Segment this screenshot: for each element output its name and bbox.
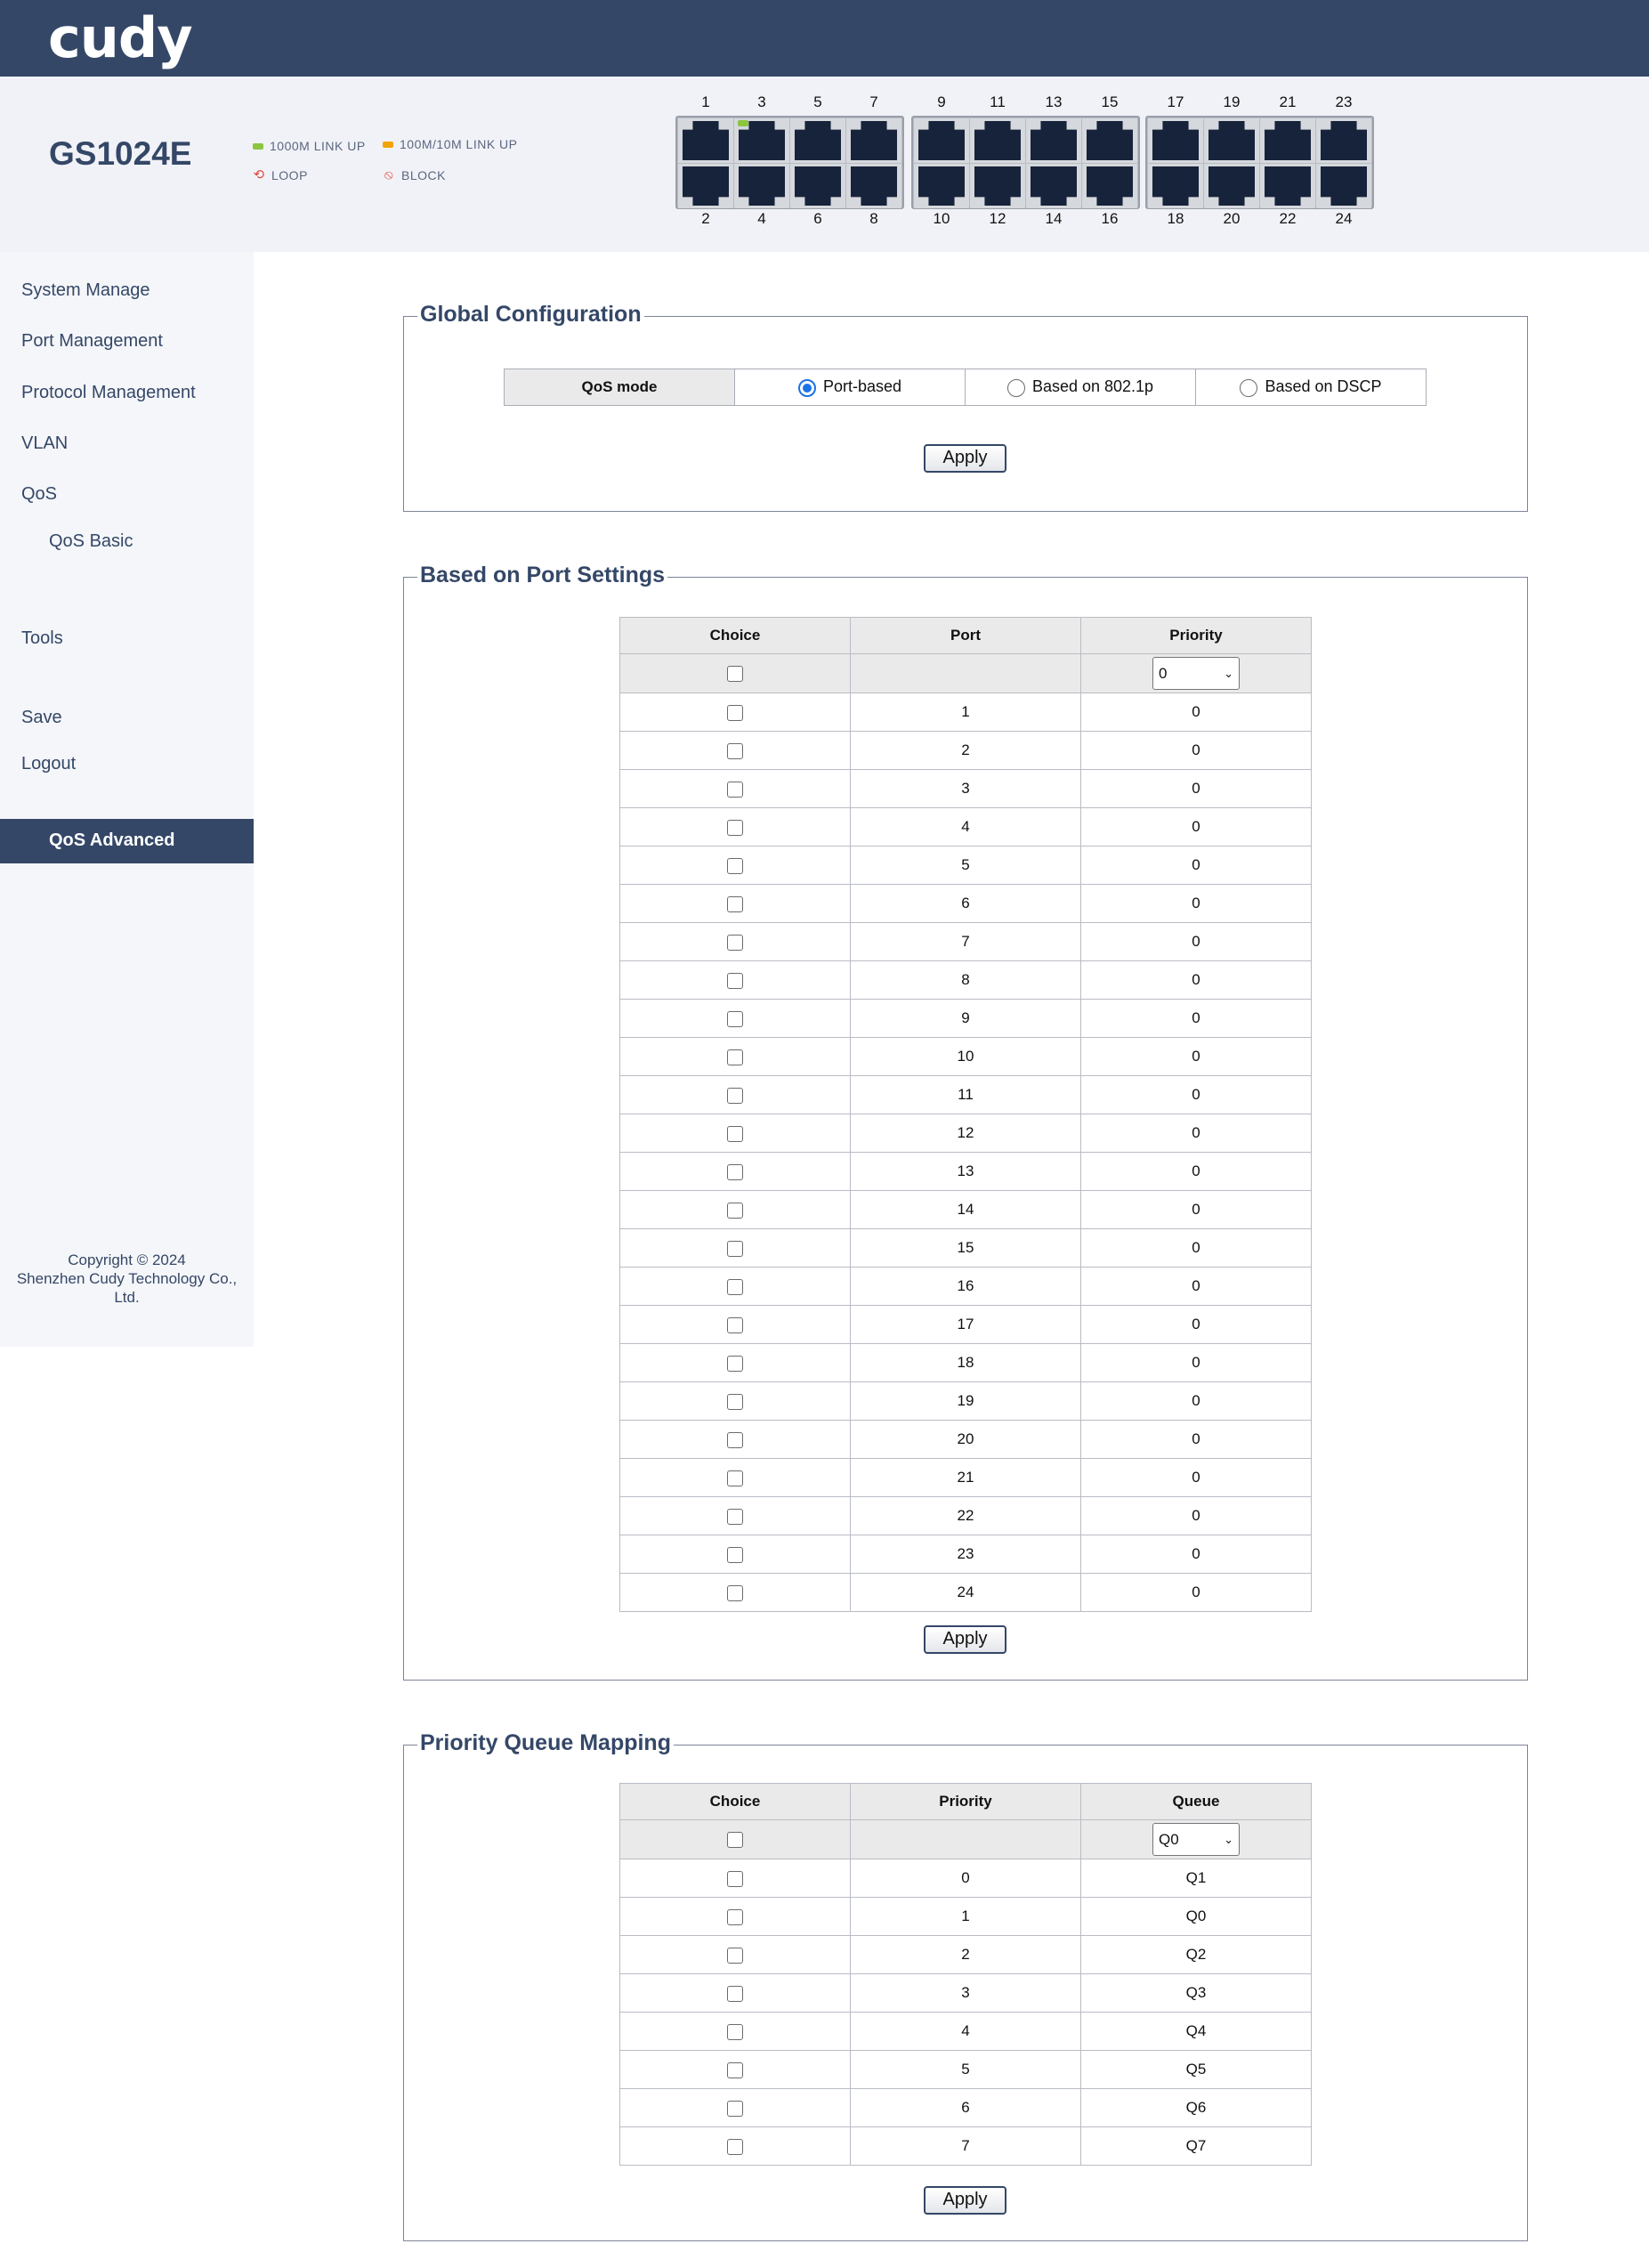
- port-number-label: 22: [1279, 210, 1297, 227]
- cell-port: 16: [851, 1268, 1081, 1306]
- priority-select[interactable]: 0 ⌄: [1152, 657, 1240, 690]
- cell-priority: 0: [1081, 1076, 1312, 1114]
- ethernet-port-icon: [918, 121, 965, 160]
- ethernet-port-icon: [1265, 166, 1311, 206]
- port-7[interactable]: [846, 118, 901, 163]
- radio-checked-icon[interactable]: [798, 379, 816, 397]
- cell-port: 19: [851, 1382, 1081, 1421]
- legend-100m: 100M/10M LINK UP: [383, 137, 518, 151]
- cell-port: 11: [851, 1076, 1081, 1114]
- legend-block: ⦸ BLOCK: [384, 167, 446, 182]
- port-23[interactable]: [1316, 118, 1371, 163]
- col-priority: Priority: [1081, 618, 1312, 654]
- nav-port-management[interactable]: Port Management: [21, 331, 163, 351]
- row-checkbox[interactable]: [727, 896, 743, 912]
- green-led-icon: [253, 143, 263, 150]
- cell-priority: 0: [1081, 808, 1312, 846]
- port-20[interactable]: [1204, 164, 1259, 208]
- cell-port: 8: [851, 961, 1081, 1000]
- row-checkbox[interactable]: [727, 1509, 743, 1525]
- port-settings-section: [403, 563, 1528, 1681]
- table-row: [620, 2089, 1312, 2127]
- table-row: [620, 1306, 1312, 1344]
- filter-row: [620, 1820, 1312, 1859]
- ethernet-port-icon: [974, 121, 1021, 160]
- port-4[interactable]: [734, 164, 789, 208]
- ethernet-port-icon: [851, 121, 897, 160]
- section-title: Based on Port Settings: [417, 563, 667, 588]
- col-priority: Priority: [851, 1784, 1081, 1820]
- port-11[interactable]: [970, 118, 1025, 163]
- legend-loop: ⟲ LOOP: [253, 167, 308, 182]
- table-row: [620, 770, 1312, 808]
- cell-priority: 6: [851, 2089, 1081, 2127]
- cell-priority: 0: [1081, 1268, 1312, 1306]
- ethernet-port-icon: [795, 121, 841, 160]
- port-number-label: 4: [757, 210, 766, 227]
- nav-vlan[interactable]: VLAN: [21, 433, 69, 453]
- cell-port: 5: [851, 846, 1081, 885]
- cell-priority: 5: [851, 2051, 1081, 2089]
- row-checkbox[interactable]: [727, 1547, 743, 1563]
- cell-port: 14: [851, 1191, 1081, 1229]
- row-checkbox[interactable]: [727, 1356, 743, 1372]
- port-number-label: 20: [1223, 210, 1241, 227]
- radio-802-1p[interactable]: Based on 802.1p: [966, 369, 1196, 406]
- port-number-label: 7: [869, 93, 878, 110]
- cell-port: 12: [851, 1114, 1081, 1153]
- chevron-down-icon: ⌄: [1224, 666, 1233, 680]
- cell-priority: 4: [851, 2013, 1081, 2051]
- select-all-checkbox[interactable]: [727, 666, 743, 682]
- cell-port: 17: [851, 1306, 1081, 1344]
- table-row: [620, 1535, 1312, 1574]
- radio-dscp[interactable]: Based on DSCP: [1196, 369, 1427, 406]
- cell-port: 23: [851, 1535, 1081, 1574]
- row-checkbox[interactable]: [727, 1432, 743, 1448]
- row-checkbox[interactable]: [727, 858, 743, 874]
- cell-port: 18: [851, 1344, 1081, 1382]
- row-checkbox[interactable]: [727, 1203, 743, 1219]
- ethernet-port-icon: [851, 166, 897, 206]
- port-8[interactable]: [846, 164, 901, 208]
- ethernet-port-icon: [1031, 166, 1077, 206]
- cell-queue: Q7: [1081, 2127, 1312, 2166]
- row-checkbox[interactable]: [727, 1049, 743, 1065]
- port-number-label: 13: [1045, 93, 1063, 110]
- cell-priority: 0: [1081, 1153, 1312, 1191]
- cell-priority: 0: [1081, 1114, 1312, 1153]
- port-group: [911, 116, 1140, 209]
- cell-port: 7: [851, 923, 1081, 961]
- table-row: [620, 1000, 1312, 1038]
- cell-queue: Q4: [1081, 2013, 1312, 2051]
- radio-unchecked-icon[interactable]: [1007, 379, 1025, 397]
- ethernet-port-icon: [1265, 121, 1311, 160]
- table-row: [620, 923, 1312, 961]
- row-checkbox[interactable]: [727, 705, 743, 721]
- cell-queue: Q5: [1081, 2051, 1312, 2089]
- cell-priority: 0: [1081, 1306, 1312, 1344]
- nav-protocol-management[interactable]: Protocol Management: [21, 383, 196, 402]
- cell-priority: 0: [1081, 1574, 1312, 1612]
- port-apply-button[interactable]: Apply: [924, 1625, 1006, 1654]
- port-number-label: 8: [869, 210, 878, 227]
- row-checkbox[interactable]: [727, 782, 743, 798]
- cell-priority: 1: [851, 1898, 1081, 1936]
- port-number-label: 2: [701, 210, 710, 227]
- table-row: [620, 1229, 1312, 1268]
- cell-port: 10: [851, 1038, 1081, 1076]
- row-checkbox[interactable]: [727, 820, 743, 836]
- table-row: [620, 2013, 1312, 2051]
- ethernet-port-icon: [1208, 121, 1255, 160]
- table-row: [620, 1974, 1312, 2013]
- global-apply-button[interactable]: Apply: [924, 444, 1006, 473]
- port-number-label: 23: [1335, 93, 1353, 110]
- ethernet-port-icon: [739, 121, 785, 160]
- table-row: [620, 846, 1312, 885]
- port-10[interactable]: [914, 164, 969, 208]
- cell-port: 4: [851, 808, 1081, 846]
- row-checkbox[interactable]: [727, 1585, 743, 1601]
- nav-tools[interactable]: Tools: [21, 628, 63, 648]
- port-12[interactable]: [970, 164, 1025, 208]
- table-row: [620, 2051, 1312, 2089]
- cudy-logo[interactable]: cudy: [48, 5, 192, 70]
- cell-priority: 0: [1081, 1229, 1312, 1268]
- col-choice: Choice: [620, 618, 851, 654]
- port-number-label: 5: [813, 93, 822, 110]
- row-checkbox[interactable]: [727, 2062, 743, 2078]
- row-checkbox[interactable]: [727, 1164, 743, 1180]
- row-checkbox[interactable]: [727, 973, 743, 989]
- nav-qos-advanced-label: QoS Advanced: [49, 830, 175, 850]
- legend-1000m: 1000M LINK UP: [253, 139, 366, 153]
- cell-priority: 0: [1081, 846, 1312, 885]
- global-configuration-section: [403, 302, 1528, 512]
- cell-priority: 0: [1081, 1038, 1312, 1076]
- cell-priority: 3: [851, 1974, 1081, 2013]
- port-number-label: 9: [937, 93, 946, 110]
- port-24[interactable]: [1316, 164, 1371, 208]
- row-checkbox[interactable]: [727, 935, 743, 951]
- row-checkbox[interactable]: [727, 1088, 743, 1104]
- cell-priority: 0: [1081, 732, 1312, 770]
- cell-queue: Q3: [1081, 1974, 1312, 2013]
- qos-mode-table: [504, 369, 1427, 406]
- ethernet-port-icon: [1321, 166, 1367, 206]
- row-checkbox[interactable]: [727, 1317, 743, 1333]
- table-row: [620, 1268, 1312, 1306]
- table-row: [620, 1421, 1312, 1459]
- cell-priority: 0: [1081, 1535, 1312, 1574]
- cell-priority: 7: [851, 2127, 1081, 2166]
- port-16[interactable]: [1082, 164, 1137, 208]
- cell-port: 6: [851, 885, 1081, 923]
- port-number-label: 18: [1167, 210, 1184, 227]
- row-checkbox[interactable]: [727, 1948, 743, 1964]
- col-queue: Queue: [1081, 1784, 1312, 1820]
- nav-logout[interactable]: Logout: [21, 754, 77, 774]
- port-14[interactable]: [1026, 164, 1081, 208]
- cell-port: 20: [851, 1421, 1081, 1459]
- ethernet-port-icon: [974, 166, 1021, 206]
- port-1[interactable]: [678, 118, 733, 163]
- port-21[interactable]: [1260, 118, 1315, 163]
- table-row: [620, 1153, 1312, 1191]
- cell-queue: Q0: [1081, 1898, 1312, 1936]
- row-checkbox[interactable]: [727, 743, 743, 759]
- copyright: Copyright © 2024 Shenzhen Cudy Technology Co., Ltd.: [16, 1251, 238, 1306]
- loop-icon: ⟲: [253, 167, 265, 182]
- port-number-label: 14: [1045, 210, 1063, 227]
- cell-priority: 0: [1081, 770, 1312, 808]
- cell-port: 13: [851, 1153, 1081, 1191]
- ethernet-port-icon: [1087, 121, 1133, 160]
- section-title: Global Configuration: [417, 302, 644, 328]
- ethernet-port-icon: [683, 121, 729, 160]
- port-number-label: 11: [990, 93, 1006, 110]
- table-row: [620, 1497, 1312, 1535]
- cell-port: 1: [851, 693, 1081, 732]
- table-row: [620, 1574, 1312, 1612]
- section-title: Priority Queue Mapping: [417, 1730, 674, 1756]
- port-3[interactable]: [734, 118, 789, 163]
- port-19[interactable]: [1204, 118, 1259, 163]
- ethernet-port-icon: [795, 166, 841, 206]
- table-row: [620, 2127, 1312, 2166]
- cell-priority: 0: [851, 1859, 1081, 1898]
- cell-port: 15: [851, 1229, 1081, 1268]
- cell-priority: 0: [1081, 1191, 1312, 1229]
- port-number-label: 21: [1279, 93, 1297, 110]
- cell-port: 9: [851, 1000, 1081, 1038]
- ethernet-port-icon: [683, 166, 729, 206]
- table-row: [620, 808, 1312, 846]
- cell-priority: 0: [1081, 1497, 1312, 1535]
- port-number-label: 17: [1167, 93, 1184, 110]
- port-number-label: 16: [1101, 210, 1119, 227]
- qos-mode-label: QoS mode: [505, 369, 735, 406]
- port-number-label: 10: [933, 210, 950, 227]
- port-17[interactable]: [1148, 118, 1203, 163]
- port-group: [1145, 116, 1374, 209]
- ethernet-port-icon: [1152, 166, 1199, 206]
- cell-port: 21: [851, 1459, 1081, 1497]
- table-row: [620, 961, 1312, 1000]
- nav-save[interactable]: Save: [21, 708, 62, 727]
- table-row: [620, 732, 1312, 770]
- cell-priority: 0: [1081, 1459, 1312, 1497]
- ethernet-port-icon: [918, 166, 965, 206]
- port-22[interactable]: [1260, 164, 1315, 208]
- port-number-label: 1: [701, 93, 710, 110]
- table-row: [620, 885, 1312, 923]
- cell-priority: 2: [851, 1936, 1081, 1974]
- cell-priority: 0: [1081, 961, 1312, 1000]
- cell-priority: 0: [1081, 885, 1312, 923]
- port-priority-table: [619, 617, 1312, 1612]
- port-6[interactable]: [790, 164, 845, 208]
- nav-system-manage[interactable]: System Manage: [21, 280, 150, 300]
- port-5[interactable]: [790, 118, 845, 163]
- ethernet-port-icon: [739, 166, 785, 206]
- radio-unchecked-icon[interactable]: [1240, 379, 1257, 397]
- port-18[interactable]: [1148, 164, 1203, 208]
- table-row: [620, 1038, 1312, 1076]
- top-bar: [0, 0, 1649, 77]
- queue-mapping-section: [403, 1730, 1528, 2241]
- row-checkbox[interactable]: [727, 2024, 743, 2040]
- table-row: [620, 1114, 1312, 1153]
- ethernet-port-icon: [1087, 166, 1133, 206]
- block-icon: ⦸: [384, 167, 394, 182]
- nav-qos-advanced[interactable]: [0, 819, 254, 863]
- table-row: [620, 1898, 1312, 1936]
- port-15[interactable]: [1082, 118, 1137, 163]
- filter-row: [620, 654, 1312, 693]
- cell-priority: 0: [1081, 923, 1312, 961]
- cell-queue: Q6: [1081, 2089, 1312, 2127]
- port-number-label: 24: [1335, 210, 1353, 227]
- queue-select[interactable]: Q0 ⌄: [1152, 1823, 1240, 1856]
- chevron-down-icon: ⌄: [1224, 1832, 1233, 1846]
- ethernet-port-icon: [1031, 121, 1077, 160]
- cell-priority: 0: [1081, 693, 1312, 732]
- row-checkbox[interactable]: [727, 1126, 743, 1142]
- table-row: [620, 1459, 1312, 1497]
- select-all-checkbox[interactable]: [727, 1832, 743, 1848]
- ethernet-port-icon: [1208, 166, 1255, 206]
- cell-queue: Q2: [1081, 1936, 1312, 1974]
- row-checkbox[interactable]: [727, 1909, 743, 1925]
- row-checkbox[interactable]: [727, 1394, 743, 1410]
- table-row: [620, 1382, 1312, 1421]
- cell-priority: 0: [1081, 1382, 1312, 1421]
- table-row: [620, 1191, 1312, 1229]
- sidebar: [0, 252, 254, 1347]
- port-9[interactable]: [914, 118, 969, 163]
- port-number-label: 3: [757, 93, 766, 110]
- port-number-label: 15: [1101, 93, 1119, 110]
- row-checkbox[interactable]: [727, 1470, 743, 1486]
- cell-queue: Q1: [1081, 1859, 1312, 1898]
- port-group: [675, 116, 904, 209]
- cell-port: 3: [851, 770, 1081, 808]
- table-row: [620, 1936, 1312, 1974]
- queue-mapping-table: [619, 1783, 1312, 2166]
- cell-port: 24: [851, 1574, 1081, 1612]
- nav-qos-basic[interactable]: QoS Basic: [49, 531, 133, 551]
- port-number-label: 12: [989, 210, 1006, 227]
- col-port: Port: [851, 618, 1081, 654]
- row-checkbox[interactable]: [727, 1241, 743, 1257]
- row-checkbox[interactable]: [727, 1986, 743, 2002]
- queue-apply-button[interactable]: Apply: [924, 2186, 1006, 2215]
- row-checkbox[interactable]: [727, 2101, 743, 2117]
- cell-port: 22: [851, 1497, 1081, 1535]
- cell-priority: 0: [1081, 1000, 1312, 1038]
- orange-led-icon: [383, 142, 393, 148]
- table-row: [620, 693, 1312, 732]
- port-number-label: 19: [1223, 93, 1241, 110]
- radio-port-based[interactable]: Port-based: [735, 369, 966, 406]
- port-number-label: 6: [813, 210, 822, 227]
- row-checkbox[interactable]: [727, 1279, 743, 1295]
- table-row: [620, 1859, 1312, 1898]
- row-checkbox[interactable]: [727, 1871, 743, 1887]
- cell-priority: 0: [1081, 1344, 1312, 1382]
- ethernet-port-icon: [1321, 121, 1367, 160]
- model-name: GS1024E: [49, 135, 192, 172]
- link-led-icon: [738, 120, 748, 126]
- port-2[interactable]: [678, 164, 733, 208]
- row-checkbox[interactable]: [727, 1011, 743, 1027]
- row-checkbox[interactable]: [727, 2139, 743, 2155]
- port-13[interactable]: [1026, 118, 1081, 163]
- nav-qos[interactable]: QoS: [21, 484, 58, 504]
- cell-port: 2: [851, 732, 1081, 770]
- table-row: [620, 1076, 1312, 1114]
- ethernet-port-icon: [1152, 121, 1199, 160]
- cell-priority: 0: [1081, 1421, 1312, 1459]
- table-row: [620, 1344, 1312, 1382]
- col-choice: Choice: [620, 1784, 851, 1820]
- device-status-panel: [0, 77, 1649, 252]
